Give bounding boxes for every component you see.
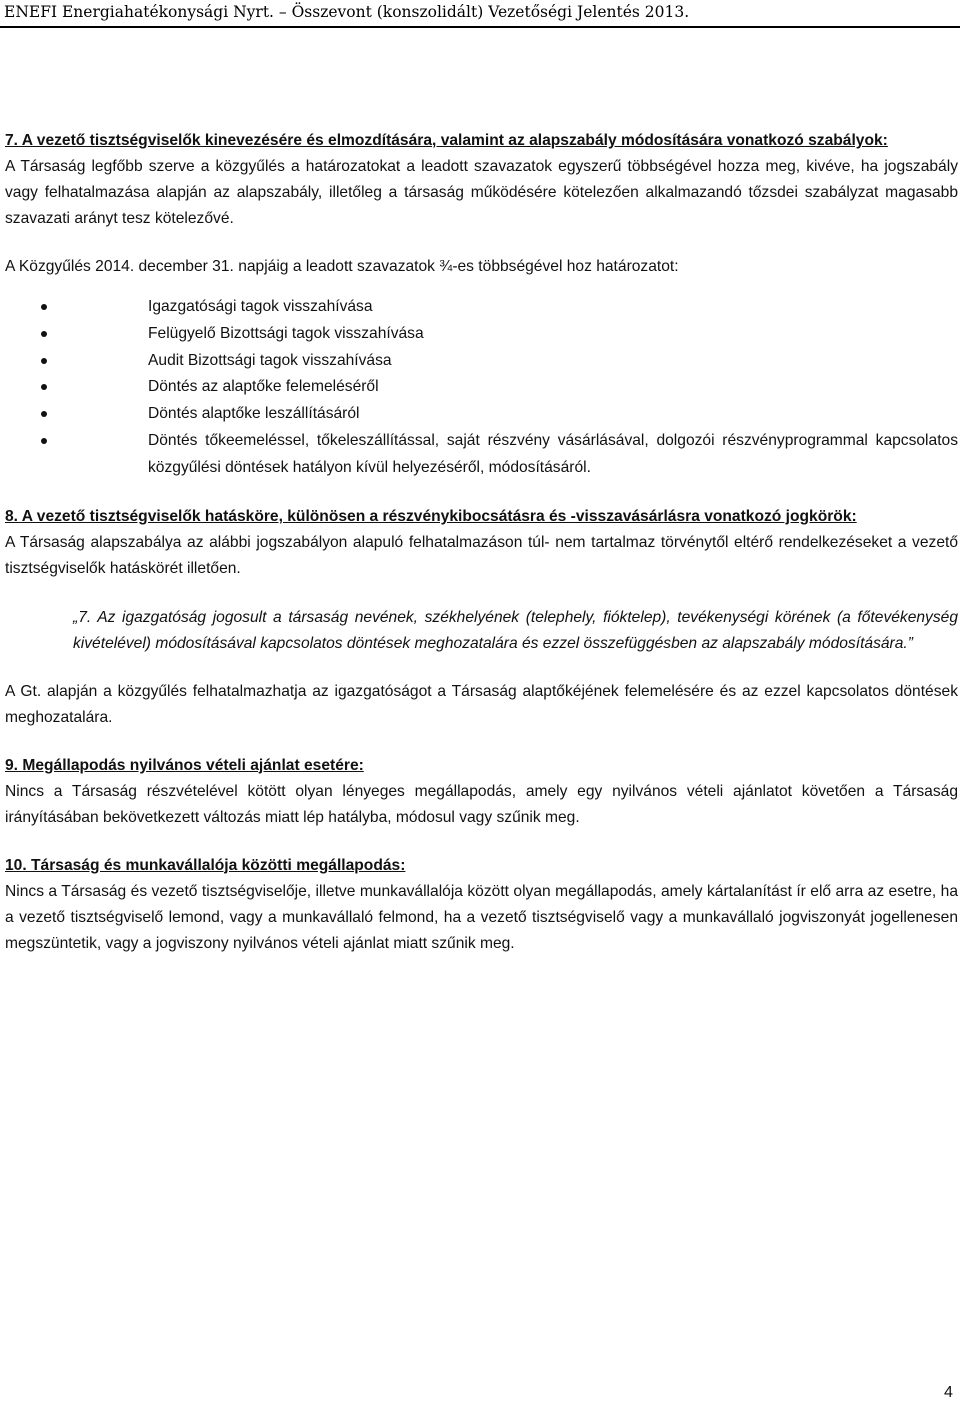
list-item [5, 348, 958, 375]
document-header [0, 0, 960, 26]
section-9-heading: 9. Megállapodás nyilvános vételi ajánlat esetére: [5, 756, 364, 774]
bullet-icon [41, 358, 47, 364]
header-rule [0, 26, 960, 28]
list-item-text: Audit Bizottsági tagok visszahívása [148, 351, 392, 369]
section-7-paragraph-1: A Társaság legfőbb szerve a közgyűlés a határozatokat a leadott szavazatok egyszerű többségével hozza meg, kivéve, ha jogszabály vagy felhatalmazása alapján az alapszabály, illetőleg a társaság működésére kötelezően alkalmazandó tőzsdei szabályzat magasabb szavazati arányt tesz kötelezővé. [5, 158, 958, 227]
section-10-heading: 10. Társaság és munkavállalója közötti megállapodás: [5, 856, 406, 874]
section-7-paragraph-2: A Közgyűlés 2014. december 31. napjáig a leadott szavazatok ¾-es többségével hoz határozatot: [5, 258, 679, 275]
list-item-text: Döntés alaptőke leszállításáról [148, 405, 360, 423]
section-9-paragraph-1: Nincs a Társaság részvételével kötött olyan lényeges megállapodás, amely egy nyilvános vételi ajánlatot követően a Társaság irányításában bekövetkezett változás miatt lép hatályba, módosul vagy szűnik meg. [5, 782, 958, 826]
section-10-paragraph-1: Nincs a Társaság és vezető tisztségviselője, illetve munkavállalója között olyan megállapodás, amely kártalanítást ír elő arra az esetre, ha a vezető tisztségviselő lemond, vagy a munkavállaló felmond, ha a vezető tisztségviselő vagy a munkavállaló jogviszonyát jogellenesen megszüntetik, vagy a jogviszony nyilvános vételi ajánlat miatt szűnik meg. [5, 882, 958, 952]
list-item [5, 401, 958, 428]
list-item [5, 294, 958, 321]
header-title: ENEFI Energiahatékonysági Nyrt. – Összevont (konszolidált) Vezetőségi Jelentés 2013. [4, 3, 690, 21]
list-item-text: Igazgatósági tagok visszahívása [148, 298, 373, 315]
list-item [5, 321, 958, 348]
section-7-heading: 7. A vezető tisztségviselők kinevezésére és elmozdítására, valamint az alapszabály módosítására vonatkozó szabályok: [5, 132, 888, 149]
page-number: 4 [944, 1384, 953, 1401]
section-8-paragraph-1: A Társaság alapszabálya az alábbi jogszabályon alapuló felhatalmazáson túl- nem tartalmaz törvénytől eltérő rendelkezéseket a vezető tisztségviselők hatáskörét illetően. [5, 533, 958, 577]
list-item-text: Felügyelő Bizottsági tagok visszahívása [148, 324, 424, 342]
list-item-text: Döntés az alaptőke felemeléséről [148, 378, 379, 396]
document-body [5, 128, 958, 957]
section-8-heading: 8. A vezető tisztségviselők hatásköre, különösen a részvénykibocsátásra és -visszavásárlásra vonatkozó jogkörök: [5, 507, 857, 525]
list-item [5, 374, 958, 401]
list-item [5, 428, 958, 482]
bullet-icon [41, 304, 47, 310]
bullet-icon [41, 331, 47, 337]
bullet-icon [41, 411, 47, 417]
section-8-paragraph-2: A Gt. alapján a közgyűlés felhatalmazhatja az igazgatóságot a Társaság alaptőkéjének felemelésére és az ezzel kapcsolatos döntések meghozatalára. [5, 682, 958, 726]
section-8-quote: „7. Az igazgatóság jogosult a társaság nevének, székhelyének (telephely, fióktelep), tevékenységi körének (a főtevékenység kivételével) módosításával kapcsolatos döntések meghozatalára és ezzel összefüggésben az alapszabály módosítására.” [73, 608, 958, 652]
bullet-icon [41, 438, 47, 444]
resolution-list [5, 294, 958, 482]
bullet-icon [41, 384, 47, 390]
list-item-text: Döntés tőkeemeléssel, tőkeleszállítással, saját részvény vásárlásával, dolgozói részvényprogrammal kapcsolatos közgyűlési döntések hatályon kívül helyezéséről, módosításáról. [148, 431, 958, 476]
